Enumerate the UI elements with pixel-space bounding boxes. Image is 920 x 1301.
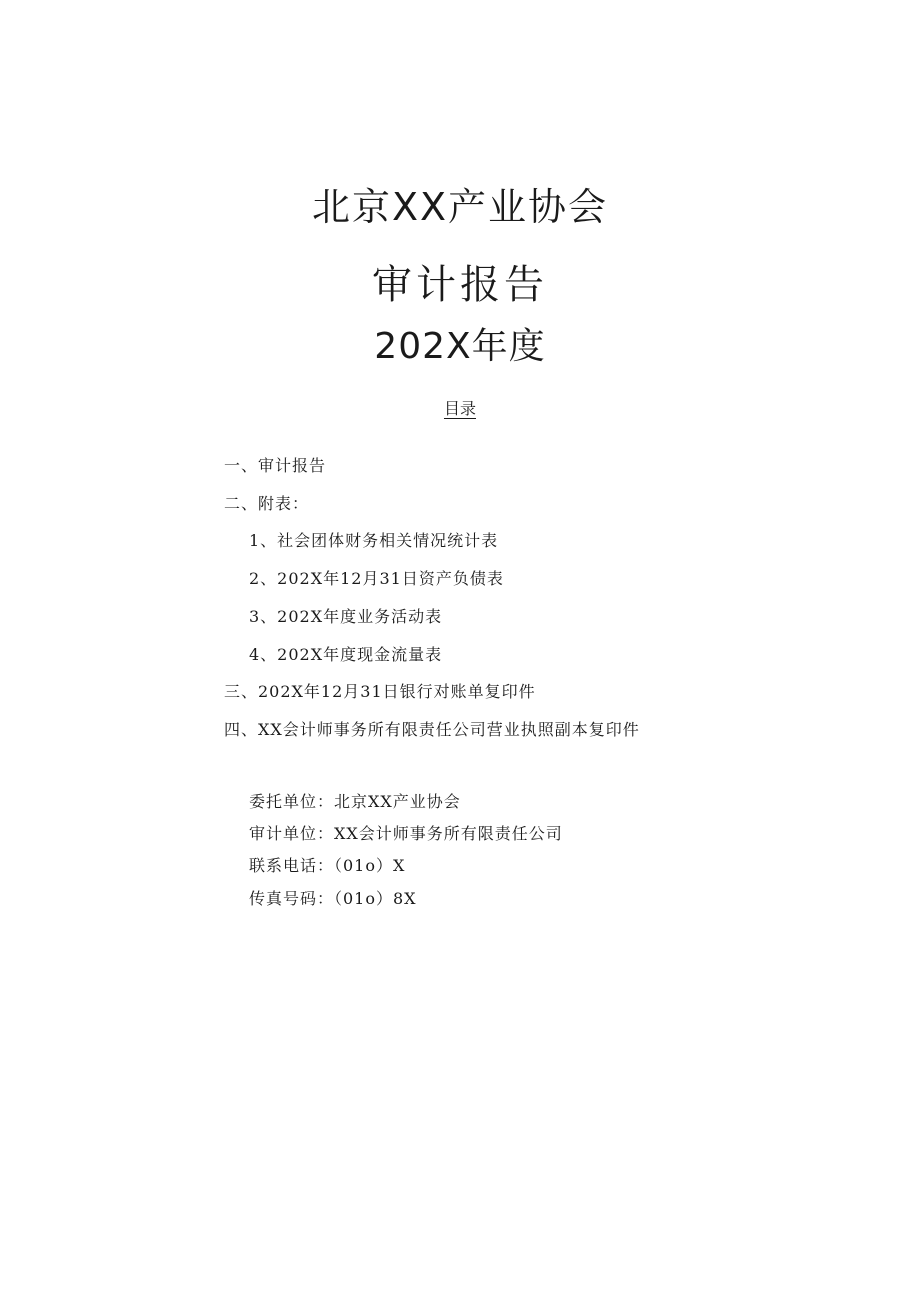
toc-item-bank-statement: 三、202X年12月31日银行对账单复印件 xyxy=(224,682,536,701)
client-unit: 委托单位：北京XX产业协会 xyxy=(249,792,461,811)
toc-item-business-license: 四、XX会计师事务所有限责任公司营业执照副本复印件 xyxy=(224,720,640,739)
contact-phone: 联系电话：（01o）X xyxy=(249,856,406,875)
toc-item-attachments: 二、附表： xyxy=(224,494,310,513)
toc-subitem-balance-sheet: 2、202X年12月31日资产负债表 xyxy=(249,569,504,588)
toc-item-audit-report: 一、审计报告 xyxy=(224,456,327,475)
report-title: 审计报告 xyxy=(372,262,548,308)
toc-heading-text: 目录 xyxy=(443,399,476,418)
organization-title: 北京XX产业协会 xyxy=(311,185,609,229)
toc-subitem-statistics-table: 1、社会团体财务相关情况统计表 xyxy=(249,531,499,550)
toc-heading xyxy=(0,396,920,419)
auditor-unit: 审计单位：XX会计师事务所有限责任公司 xyxy=(249,824,563,843)
report-year: 202X年度 xyxy=(374,326,546,367)
fax-number: 传真号码：（01o）8X xyxy=(249,889,417,908)
toc-subitem-cash-flow-statement: 4、202X年度现金流量表 xyxy=(249,645,443,664)
toc-subitem-activity-statement: 3、202X年度业务活动表 xyxy=(249,607,443,626)
